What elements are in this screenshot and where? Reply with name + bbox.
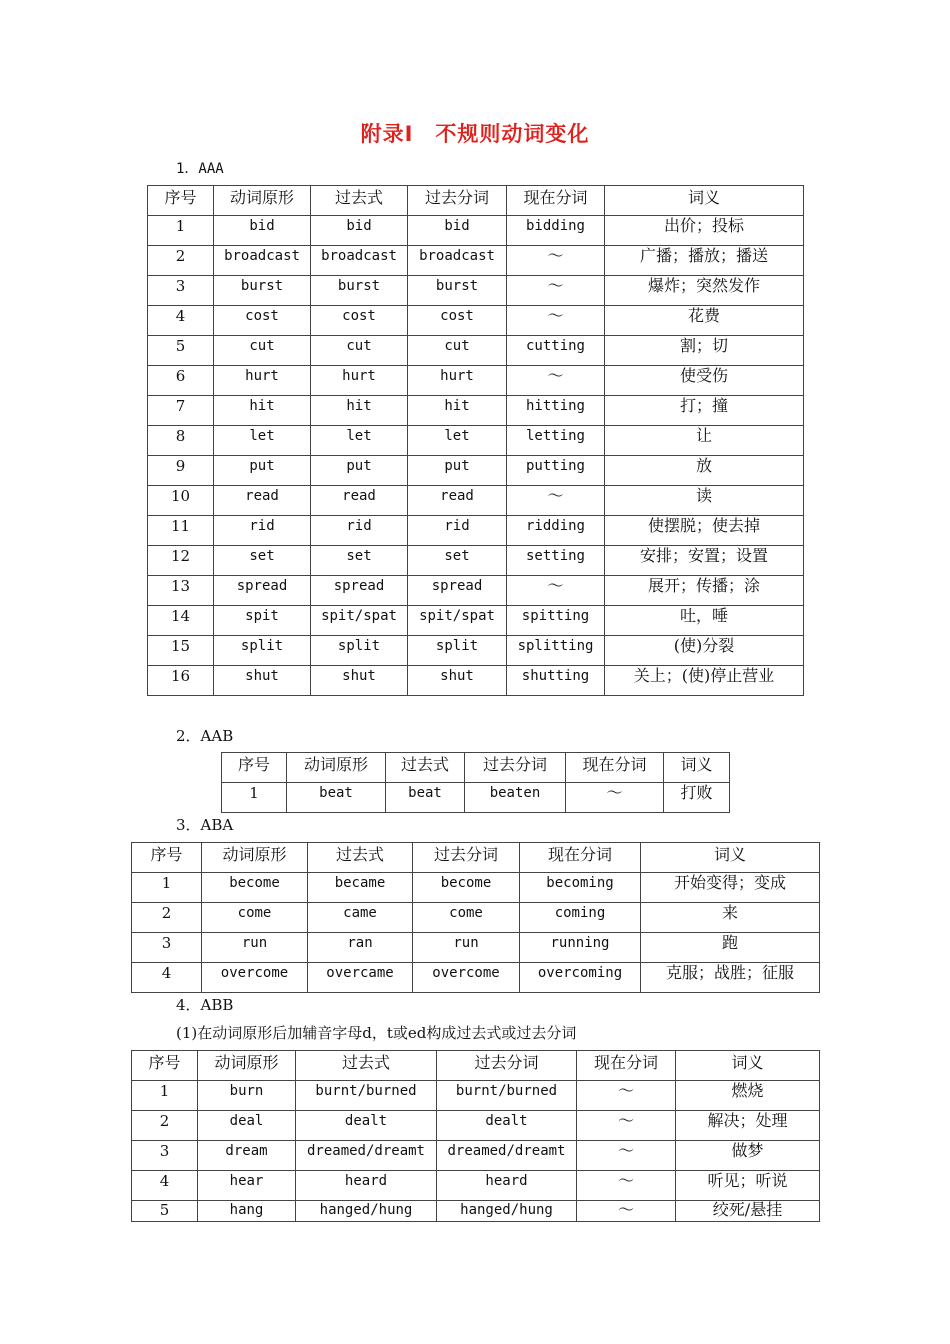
table-header-row: [132, 1051, 820, 1081]
section-heading-aaa: 1．AAA: [176, 161, 224, 177]
meaning-cell: 使受伤: [605, 366, 804, 396]
table-header-row: [222, 753, 730, 783]
base-form-cell: cost: [214, 306, 311, 336]
row-number-cell: 1: [148, 216, 214, 246]
table-row: [222, 783, 730, 813]
table-row: [132, 1141, 820, 1171]
row-number-cell: 4: [132, 963, 202, 993]
past-participle-cell: rid: [408, 516, 507, 546]
table-header-row: [132, 843, 820, 873]
row-number-cell: 7: [148, 396, 214, 426]
meaning-cell: (使)分裂: [605, 636, 804, 666]
table-row: [148, 546, 804, 576]
row-number-cell: 5: [132, 1201, 198, 1222]
base-form-cell: broadcast: [214, 246, 311, 276]
base-form-cell: become: [202, 873, 308, 903]
row-number-cell: 6: [148, 366, 214, 396]
row-number-cell: 13: [148, 576, 214, 606]
row-number-cell: 2: [132, 1111, 198, 1141]
table-row: [132, 963, 820, 993]
column-header: 过去分词: [408, 186, 507, 216]
base-form-cell: hit: [214, 396, 311, 426]
table-header-row: [148, 186, 804, 216]
present-participle-cell: ～: [577, 1171, 676, 1201]
past-tense-cell: broadcast: [311, 246, 408, 276]
past-participle-cell: split: [408, 636, 507, 666]
present-participle-cell: bidding: [507, 216, 605, 246]
past-participle-cell: let: [408, 426, 507, 456]
base-form-cell: hurt: [214, 366, 311, 396]
meaning-cell: 广播；播放；播送: [605, 246, 804, 276]
base-form-cell: hear: [198, 1171, 296, 1201]
meaning-cell: 展开；传播；涂: [605, 576, 804, 606]
page-title: 附录Ⅰ 不规则动词变化: [360, 122, 590, 146]
section-heading-aab: 2．AAB: [176, 727, 234, 745]
past-tense-cell: burnt/burned: [296, 1081, 437, 1111]
base-form-cell: burst: [214, 276, 311, 306]
column-header: 现在分词: [566, 753, 664, 783]
base-form-cell: deal: [198, 1111, 296, 1141]
verb-table-abb: [131, 1050, 820, 1222]
past-participle-cell: run: [413, 933, 520, 963]
present-participle-cell: setting: [507, 546, 605, 576]
base-form-cell: split: [214, 636, 311, 666]
table-row: [132, 1171, 820, 1201]
past-participle-cell: set: [408, 546, 507, 576]
row-number-cell: 14: [148, 606, 214, 636]
past-tense-cell: split: [311, 636, 408, 666]
table-row: [148, 606, 804, 636]
past-tense-cell: set: [311, 546, 408, 576]
past-tense-cell: cut: [311, 336, 408, 366]
row-number-cell: 9: [148, 456, 214, 486]
meaning-cell: 做梦: [676, 1141, 820, 1171]
column-header: 序号: [222, 753, 287, 783]
column-header: 序号: [132, 1051, 198, 1081]
past-tense-cell: beat: [386, 783, 465, 813]
past-participle-cell: put: [408, 456, 507, 486]
row-number-cell: 2: [132, 903, 202, 933]
present-participle-cell: overcoming: [520, 963, 641, 993]
present-participle-cell: coming: [520, 903, 641, 933]
section-heading-aba: 3．ABA: [176, 816, 234, 834]
base-form-cell: set: [214, 546, 311, 576]
table-row: [148, 366, 804, 396]
column-header: 序号: [148, 186, 214, 216]
row-number-cell: 12: [148, 546, 214, 576]
table-row: [132, 1081, 820, 1111]
present-participle-cell: shutting: [507, 666, 605, 696]
base-form-cell: spit: [214, 606, 311, 636]
row-number-cell: 3: [148, 276, 214, 306]
past-participle-cell: cut: [408, 336, 507, 366]
column-header: 过去分词: [413, 843, 520, 873]
past-participle-cell: burnt/burned: [437, 1081, 577, 1111]
column-header: 词义: [664, 753, 730, 783]
verb-table-aba: [131, 842, 820, 993]
past-participle-cell: become: [413, 873, 520, 903]
past-participle-cell: shut: [408, 666, 507, 696]
table-row: [148, 486, 804, 516]
meaning-cell: 让: [605, 426, 804, 456]
table-row: [148, 666, 804, 696]
column-header: 序号: [132, 843, 202, 873]
meaning-cell: 跑: [641, 933, 820, 963]
table-row: [148, 276, 804, 306]
base-form-cell: hang: [198, 1201, 296, 1222]
row-number-cell: 2: [148, 246, 214, 276]
table-row: [132, 1111, 820, 1141]
meaning-cell: 安排；安置；设置: [605, 546, 804, 576]
present-participle-cell: splitting: [507, 636, 605, 666]
table-row: [148, 636, 804, 666]
past-participle-cell: dealt: [437, 1111, 577, 1141]
past-participle-cell: hanged/hung: [437, 1201, 577, 1222]
column-header: 词义: [605, 186, 804, 216]
past-participle-cell: hit: [408, 396, 507, 426]
table-row: [148, 516, 804, 546]
base-form-cell: let: [214, 426, 311, 456]
past-participle-cell: read: [408, 486, 507, 516]
base-form-cell: spread: [214, 576, 311, 606]
past-tense-cell: bid: [311, 216, 408, 246]
base-form-cell: burn: [198, 1081, 296, 1111]
present-participle-cell: ～: [507, 306, 605, 336]
meaning-cell: 花费: [605, 306, 804, 336]
past-participle-cell: dreamed/dreamt: [437, 1141, 577, 1171]
row-number-cell: 4: [148, 306, 214, 336]
present-participle-cell: ～: [507, 246, 605, 276]
past-participle-cell: cost: [408, 306, 507, 336]
past-participle-cell: burst: [408, 276, 507, 306]
column-header: 词义: [676, 1051, 820, 1081]
table-row: [148, 306, 804, 336]
past-participle-cell: bid: [408, 216, 507, 246]
meaning-cell: 爆炸；突然发作: [605, 276, 804, 306]
past-participle-cell: broadcast: [408, 246, 507, 276]
present-participle-cell: ～: [507, 576, 605, 606]
meaning-cell: 吐，唾: [605, 606, 804, 636]
past-tense-cell: overcame: [308, 963, 413, 993]
meaning-cell: 打；撞: [605, 396, 804, 426]
meaning-cell: 来: [641, 903, 820, 933]
row-number-cell: 15: [148, 636, 214, 666]
past-tense-cell: read: [311, 486, 408, 516]
column-header: 过去式: [311, 186, 408, 216]
present-participle-cell: running: [520, 933, 641, 963]
meaning-cell: 使摆脱；使去掉: [605, 516, 804, 546]
column-header: 动词原形: [202, 843, 308, 873]
meaning-cell: 燃烧: [676, 1081, 820, 1111]
present-participle-cell: putting: [507, 456, 605, 486]
past-tense-cell: hanged/hung: [296, 1201, 437, 1222]
present-participle-cell: ridding: [507, 516, 605, 546]
past-tense-cell: spit/spat: [311, 606, 408, 636]
past-tense-cell: ran: [308, 933, 413, 963]
base-form-cell: cut: [214, 336, 311, 366]
verb-table-aab: [221, 752, 730, 813]
base-form-cell: beat: [287, 783, 386, 813]
verb-table-aaa: [147, 185, 804, 696]
meaning-cell: 关上；(使)停止营业: [605, 666, 804, 696]
column-header: 动词原形: [214, 186, 311, 216]
row-number-cell: 8: [148, 426, 214, 456]
past-participle-cell: overcome: [413, 963, 520, 993]
column-header: 动词原形: [198, 1051, 296, 1081]
past-tense-cell: hurt: [311, 366, 408, 396]
base-form-cell: dream: [198, 1141, 296, 1171]
meaning-cell: 打败: [664, 783, 730, 813]
row-number-cell: 1: [132, 1081, 198, 1111]
meaning-cell: 割；切: [605, 336, 804, 366]
row-number-cell: 1: [132, 873, 202, 903]
table-row: [148, 216, 804, 246]
past-tense-cell: cost: [311, 306, 408, 336]
base-form-cell: run: [202, 933, 308, 963]
column-header: 现在分词: [577, 1051, 676, 1081]
base-form-cell: put: [214, 456, 311, 486]
past-tense-cell: came: [308, 903, 413, 933]
present-participle-cell: ～: [507, 276, 605, 306]
past-tense-cell: shut: [311, 666, 408, 696]
present-participle-cell: hitting: [507, 396, 605, 426]
section-subheading-abb: (1)在动词原形后加辅音字母d，t或ed构成过去式或过去分词: [176, 1024, 577, 1042]
base-form-cell: overcome: [202, 963, 308, 993]
table-row: [132, 873, 820, 903]
present-participle-cell: ～: [577, 1201, 676, 1222]
meaning-cell: 开始变得；变成: [641, 873, 820, 903]
present-participle-cell: ～: [577, 1081, 676, 1111]
present-participle-cell: spitting: [507, 606, 605, 636]
present-participle-cell: ～: [566, 783, 664, 813]
column-header: 过去式: [386, 753, 465, 783]
past-tense-cell: dreamed/dreamt: [296, 1141, 437, 1171]
present-participle-cell: becoming: [520, 873, 641, 903]
past-tense-cell: let: [311, 426, 408, 456]
table-row: [132, 933, 820, 963]
row-number-cell: 11: [148, 516, 214, 546]
table-row: [148, 576, 804, 606]
present-participle-cell: cutting: [507, 336, 605, 366]
row-number-cell: 10: [148, 486, 214, 516]
past-participle-cell: heard: [437, 1171, 577, 1201]
base-form-cell: read: [214, 486, 311, 516]
row-number-cell: 4: [132, 1171, 198, 1201]
past-tense-cell: dealt: [296, 1111, 437, 1141]
column-header: 过去分词: [437, 1051, 577, 1081]
row-number-cell: 5: [148, 336, 214, 366]
row-number-cell: 3: [132, 1141, 198, 1171]
past-participle-cell: spit/spat: [408, 606, 507, 636]
table-row: [148, 456, 804, 486]
row-number-cell: 16: [148, 666, 214, 696]
row-number-cell: 1: [222, 783, 287, 813]
section-heading-abb: 4．ABB: [176, 996, 234, 1014]
column-header: 动词原形: [287, 753, 386, 783]
meaning-cell: 放: [605, 456, 804, 486]
past-tense-cell: put: [311, 456, 408, 486]
base-form-cell: rid: [214, 516, 311, 546]
present-participle-cell: letting: [507, 426, 605, 456]
table-row: [148, 336, 804, 366]
present-participle-cell: ～: [577, 1141, 676, 1171]
table-row: [148, 426, 804, 456]
table-row: [132, 903, 820, 933]
column-header: 现在分词: [507, 186, 605, 216]
column-header: 过去式: [308, 843, 413, 873]
meaning-cell: 听见；听说: [676, 1171, 820, 1201]
past-tense-cell: spread: [311, 576, 408, 606]
meaning-cell: 解决；处理: [676, 1111, 820, 1141]
present-participle-cell: ～: [507, 366, 605, 396]
meaning-cell: 出价；投标: [605, 216, 804, 246]
present-participle-cell: ～: [507, 486, 605, 516]
past-tense-cell: hit: [311, 396, 408, 426]
column-header: 现在分词: [520, 843, 641, 873]
past-participle-cell: beaten: [465, 783, 566, 813]
present-participle-cell: ～: [577, 1111, 676, 1141]
past-tense-cell: rid: [311, 516, 408, 546]
row-number-cell: 3: [132, 933, 202, 963]
column-header: 过去式: [296, 1051, 437, 1081]
meaning-cell: 克服；战胜；征服: [641, 963, 820, 993]
past-tense-cell: heard: [296, 1171, 437, 1201]
table-row: [148, 396, 804, 426]
table-row: [132, 1201, 820, 1222]
past-participle-cell: come: [413, 903, 520, 933]
base-form-cell: shut: [214, 666, 311, 696]
past-tense-cell: burst: [311, 276, 408, 306]
column-header: 词义: [641, 843, 820, 873]
meaning-cell: 读: [605, 486, 804, 516]
base-form-cell: bid: [214, 216, 311, 246]
past-participle-cell: hurt: [408, 366, 507, 396]
past-tense-cell: became: [308, 873, 413, 903]
column-header: 过去分词: [465, 753, 566, 783]
past-participle-cell: spread: [408, 576, 507, 606]
base-form-cell: come: [202, 903, 308, 933]
table-row: [148, 246, 804, 276]
meaning-cell: 绞死/悬挂: [676, 1201, 820, 1222]
